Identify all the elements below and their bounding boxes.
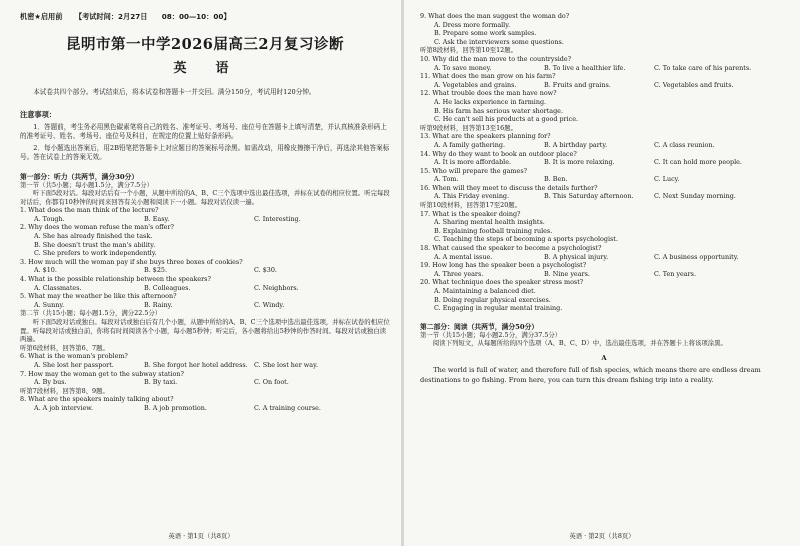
question <box>20 352 390 369</box>
secret-label: 机密★启用前 <box>20 12 63 21</box>
question <box>420 278 788 312</box>
answer-options <box>20 215 390 224</box>
question-block <box>420 12 788 46</box>
question <box>420 184 788 201</box>
answer-option: A. Dress more formally. <box>434 20 511 29</box>
answer-option: C. A class reunion. <box>654 140 715 149</box>
answer-option: B. By taxi. <box>144 378 178 387</box>
answer-option: B. A physical injury. <box>544 252 609 261</box>
answer-option: B. Nine years. <box>544 269 590 278</box>
answer-option: A. Three years. <box>434 269 484 278</box>
answer-option: C. A training course. <box>254 403 321 412</box>
answer-option: C. He can't sell his products at a good price. <box>434 115 579 124</box>
answer-option: A. Classmates. <box>34 283 82 292</box>
answer-option: B. Doing regular physical exercises. <box>434 295 551 304</box>
answer-options <box>20 284 390 293</box>
answer-options <box>420 64 788 73</box>
answer-option: B. It is more relaxing. <box>544 158 615 167</box>
answer-option: A. She lost her passport. <box>34 360 114 369</box>
answer-options <box>420 270 788 279</box>
material-label: 听第8段材料，回答第10至12题。 <box>420 46 518 55</box>
section-1-instructions: 听下面5段对话。每段对话后有一个小题，从题中所给的A、B、C三个选项中选出最佳选项，并标在试卷的相应位置。听完每段对话后，你都有10秒钟的时间来回答有关小题和阅读下一小题。每段对话仅读一遍。 <box>20 189 390 206</box>
reading-instructions: 阅读下列短文，从每题所给的四个选项（A、B、C、D）中，选出最佳选项，并在答题卡上将该项涂黑。 <box>432 339 727 348</box>
answer-option: A. Vegetables and grains. <box>434 80 517 89</box>
answer-option: C. Teaching the steps of becoming a sports psychologist. <box>434 235 618 244</box>
note-2: 2．每小题选出答案后，用2B铅笔把答题卡上对应题目的答案标号涂黑。如需改动，用橡皮擦擦干净后，再选涂其他答案标号。答在试卷上的答案无效。 <box>20 143 390 161</box>
section-2-instructions: 听下面5段对话或独白。每段对话或独白后有几个小题，从题中所给的A、B、C三个选项中选出最佳选项，并标在试卷的相应位置。听每段对话或独白前，你将有时间阅读各个小题，每小题5秒钟；听完后，各小题将给出5秒钟的作答时间。每段对话或独白读两遍。 <box>20 318 390 344</box>
exam-title: 昆明市第一中学2026届高三2月复习诊断 <box>66 36 344 53</box>
answer-options <box>420 81 788 90</box>
question-stem: 19. How long has the speaker been a psychologist? <box>420 261 587 270</box>
question-block <box>420 278 788 312</box>
answer-option: B. Explaining football training rules. <box>434 226 553 235</box>
answer-option: B. Easy. <box>144 214 170 223</box>
question-block <box>20 352 390 386</box>
section-1-heading: 第一节（共5小题；每小题1.5分，满分7.5分） <box>20 180 154 189</box>
answer-option: A. Sunny. <box>34 300 65 309</box>
answer-option: C. $30. <box>254 266 277 275</box>
answer-option: A. A mental issue. <box>434 252 493 261</box>
passage-label: A <box>601 353 607 362</box>
question-stem: 2. Why does the woman refuse the man's offer? <box>20 223 174 232</box>
question-stem: 1. What does the man think of the lecture? <box>20 206 159 215</box>
question <box>20 258 390 275</box>
page-footer: 英语 · 第1页（共8页） <box>168 532 234 540</box>
question <box>420 244 788 261</box>
question <box>420 132 788 149</box>
answer-option: B. A job promotion. <box>144 403 207 412</box>
page-footer: 英语 · 第2页（共8页） <box>569 532 635 540</box>
question-stem: 14. Why do they want to book an outdoor place? <box>420 149 577 158</box>
answer-option: C. On foot. <box>254 378 289 387</box>
answer-option: C. Vegetables and fruits. <box>654 80 734 89</box>
question-stem: 5. What may the weather be like this afternoon? <box>20 292 177 301</box>
answer-option: C. Lucy. <box>654 175 680 184</box>
note-1: 1．答题前，考生务必用黑色碳素笔将自己的姓名、准考证号、考场号、座位号在答题卡上填写清楚，并认真核准条形码上的准考证号、姓名、考场号、座位号及科目，在规定的位置上贴好条形码。 <box>20 122 387 140</box>
answer-option: A. He lacks experience in farming. <box>434 97 547 106</box>
question <box>20 395 390 412</box>
question-stem: 6. What is the woman's problem? <box>20 352 128 361</box>
answer-option: A. Sharing mental health insights. <box>434 218 545 227</box>
question-block <box>420 210 788 244</box>
answer-option: B. A birthday party. <box>544 140 608 149</box>
answer-option: C. Neighbors. <box>254 283 299 292</box>
answer-options <box>20 404 390 413</box>
question <box>20 206 390 223</box>
answer-option: C. To take care of his parents. <box>654 63 752 72</box>
answer-option: C. Windy. <box>254 300 285 309</box>
answer-option: A. She has already finished the task. <box>34 232 153 241</box>
question-stem: 10. Why did the man move to the countryside? <box>420 54 572 63</box>
answer-options <box>420 253 788 262</box>
answer-option: B. His farm has serious water shortage. <box>434 106 563 115</box>
answer-options <box>420 192 788 201</box>
answer-option: A. $10. <box>34 266 57 275</box>
question-block <box>420 244 788 278</box>
answer-option: B. This Saturday afternoon. <box>544 192 634 201</box>
answer-option: A. A job interview. <box>34 403 94 412</box>
answer-option: A. Tom. <box>434 175 459 184</box>
answer-option: C. She prefers to work independently. <box>34 249 157 258</box>
question <box>20 275 390 292</box>
question <box>420 89 788 123</box>
answer-option: B. Prepare some work samples. <box>434 29 537 38</box>
exam-subject: 英 语 <box>173 61 237 76</box>
material-label: 听第7段材料，回答第8、9题。 <box>20 386 109 395</box>
material-label: 听第9段材料，回答第13至16题。 <box>420 123 518 132</box>
answer-option: B. Colleagues. <box>144 283 191 292</box>
notes-heading: 注意事项： <box>20 109 56 119</box>
question-stem: 13. What are the speakers planning for? <box>420 132 551 141</box>
answer-options <box>20 378 390 387</box>
question-stem: 20. What technique does the speaker stress most? <box>420 278 584 287</box>
question-stem: 9. What does the man suggest the woman do? <box>420 12 570 20</box>
question-stem: 4. What is the possible relationship between the speakers? <box>20 275 211 284</box>
question-stem: 17. What is the speaker doing? <box>420 209 521 218</box>
answer-option: C. Ask the interviewers some questions. <box>434 37 564 46</box>
answer-option: B. She doesn't trust the man's ability. <box>34 240 156 249</box>
answer-option: A. This Friday evening. <box>434 192 510 201</box>
answer-option: C. It can hold more people. <box>654 158 742 167</box>
answer-options <box>420 158 788 167</box>
answer-option: A. Tough. <box>34 214 65 223</box>
answer-options <box>20 361 390 370</box>
question-block <box>20 206 390 309</box>
answer-option: C. Ten years. <box>654 269 696 278</box>
part-1-heading: 第一部分：听力（共两节，满分30分） <box>20 172 139 181</box>
question-stem: 11. What does the man grow on his farm? <box>420 72 556 81</box>
question <box>20 370 390 387</box>
answer-option: A. By bus. <box>34 378 67 387</box>
answer-option: C. A business opportunity. <box>654 252 739 261</box>
answer-option: B. Ben. <box>544 175 568 184</box>
question <box>420 150 788 167</box>
question-stem: 8. What are the speakers mainly talking about? <box>20 395 174 404</box>
answer-options <box>20 266 390 275</box>
question-block <box>20 395 390 412</box>
question <box>20 223 390 257</box>
part-2-heading: 第二部分：阅读（共两节，满分50分） <box>420 322 539 331</box>
exam-header <box>20 12 390 22</box>
answer-option: A. To save money. <box>434 63 492 72</box>
reading-section-1-heading: 第一节（共15小题；每小题2.5分，满分37.5分） <box>420 330 562 339</box>
exam-time: 【考试时间：2月27日 08：00—10：00】 <box>74 12 231 21</box>
answer-option: B. $25. <box>144 266 167 275</box>
question-stem: 7. How may the woman get to the subway station? <box>20 369 184 378</box>
question-stem: 15. Who will prepare the games? <box>420 166 528 175</box>
answer-option: A. It is more affordable. <box>434 158 512 167</box>
question <box>420 167 788 184</box>
question-block <box>420 132 788 201</box>
exam-intro: 本试卷共四个部分。考试结束后，将本试卷和答题卡一并交回。满分150分，考试用时120分钟。 <box>33 88 316 96</box>
answer-options <box>420 141 788 150</box>
question <box>420 72 788 89</box>
answer-option: A. Maintaining a balanced diet. <box>434 287 536 295</box>
question <box>420 12 788 46</box>
passage-text: The world is full of water, and therefore full of fish species, which means there are endless dream destinations to go fishing. From here, you can turn this dream fishing trip into a reality. <box>420 365 761 384</box>
material-label: 听第10段材料，回答第17至20题。 <box>420 201 522 210</box>
answer-option: B. Rainy. <box>144 300 173 309</box>
question <box>420 55 788 72</box>
question-stem: 18. What caused the speaker to become a psychologist? <box>420 244 602 253</box>
answer-option: C. Next Sunday morning. <box>654 192 736 201</box>
question <box>20 292 390 309</box>
answer-option: B. Fruits and grains. <box>544 80 611 89</box>
question-block <box>420 55 788 124</box>
question <box>420 210 788 244</box>
question-stem: 12. What trouble does the man have now? <box>420 89 557 98</box>
question-stem: 3. How much will the woman pay if she buys three boxes of cookies? <box>20 257 243 266</box>
question <box>420 261 788 278</box>
answer-option: C. Interesting. <box>254 214 301 223</box>
answer-option: C. She lost her way. <box>254 360 318 369</box>
answer-option: B. To live a healthier life. <box>544 63 626 72</box>
section-2-heading: 第二节（共15小题；每小题1.5分，满分22.5分） <box>20 309 162 318</box>
answer-option: C. Engaging in regular mental training. <box>434 304 563 313</box>
material-label: 听第6段材料，回答第6、7题。 <box>20 343 109 352</box>
answer-options <box>420 175 788 184</box>
exam-page-2 <box>404 0 800 546</box>
question-stem: 16. When will they meet to discuss the details further? <box>420 183 598 192</box>
answer-option: B. She forgot her hotel address. <box>144 360 248 369</box>
answer-option: A. A family gathering. <box>434 140 505 149</box>
